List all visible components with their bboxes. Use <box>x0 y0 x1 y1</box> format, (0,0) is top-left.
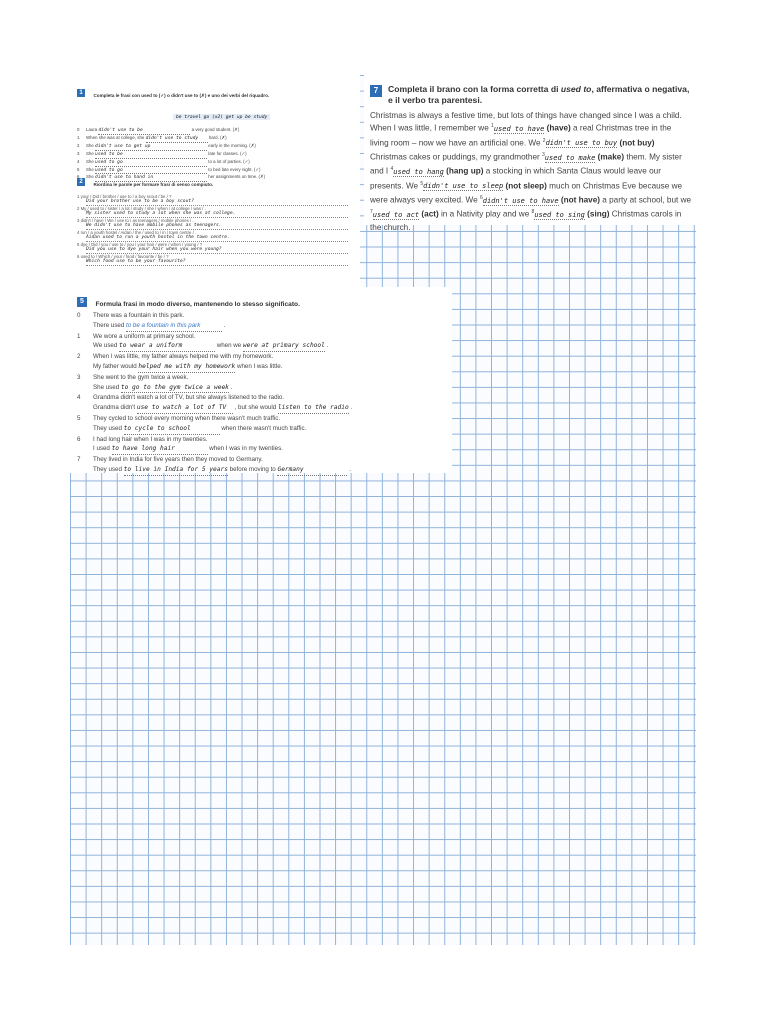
original-sentence <box>77 311 452 321</box>
handwritten-answer: didn't use to have <box>482 196 559 205</box>
item-number: 3 <box>77 373 81 381</box>
item-prompt: used to / Which / your / food / favourite / be / ? <box>80 254 169 259</box>
example-answer: to be a fountain in this park <box>126 321 222 332</box>
paragraph-text: a stocking in which Santa Claus would leave our presents. We <box>370 167 661 191</box>
exercise-number-badge: 2 <box>77 178 85 186</box>
paragraph-text: Christmas cakes or puddings, my grandmother <box>370 152 543 162</box>
exercise-1 <box>77 84 357 182</box>
exercise-title: Formula frasi in modo diverso, mantenendo lo stesso significato. <box>95 301 300 308</box>
exercise-title <box>370 84 692 107</box>
handwritten-answer: to live in India for 5 years <box>124 465 228 476</box>
handwritten-answer: used to go <box>95 168 207 175</box>
exercise-row <box>77 151 357 159</box>
exercise-row <box>77 159 357 167</box>
handwritten-answer: didn't use to sleep <box>423 182 504 191</box>
handwritten-answer: were at primary school <box>243 341 325 352</box>
rewrite-end: . <box>348 404 353 412</box>
gap-number: 5 <box>420 180 424 187</box>
handwritten-answer: Did you use to dye your hair when you were young? <box>86 247 348 254</box>
original-sentence <box>77 414 452 424</box>
original-sentence <box>77 332 452 342</box>
exercise-2-rows <box>77 194 357 266</box>
rewrite-start: I used <box>93 445 112 453</box>
item-number: 5 <box>77 166 80 172</box>
exercise-title: Riordina le parole per formare frasi di senso compiuto. <box>93 182 214 187</box>
item-suffix: to a lot of parties. (✓) <box>207 158 250 164</box>
handwritten-answer: Which food use to be your favourite? <box>86 259 348 266</box>
rewrite-line <box>77 321 452 332</box>
gap-number: 3 <box>542 152 545 159</box>
item-suffix: a very good student. (✗) <box>190 127 240 132</box>
rewrite-end: . <box>228 383 233 391</box>
rewrite-line <box>77 424 452 435</box>
verb-prompt: (have) <box>544 124 571 134</box>
gap-number: 8 <box>531 209 535 216</box>
item-prompt: She <box>86 166 96 172</box>
item-suffix: her assignments on time. (✗) <box>207 174 266 180</box>
rewrite-line <box>77 383 452 394</box>
rewrite-start: We used <box>93 342 120 350</box>
handwritten-answer: to go to the gym twice a week <box>121 383 229 394</box>
item-number: 1 <box>77 332 81 340</box>
item-prompt: She <box>86 150 96 156</box>
word-box-words: be travel go (x2) get up be study <box>176 115 268 120</box>
verb-prompt: (not sleep) <box>503 181 547 191</box>
item-prompt: They lived in India for five years then they moved to Germany. <box>93 456 263 464</box>
handwritten-answer: used to sing <box>534 211 585 220</box>
rewrite-end: when I was in my twenties. <box>207 445 283 453</box>
rewrite-middle: , but she would <box>232 404 278 412</box>
paragraph-text: them. My sister and I <box>370 152 682 177</box>
rewrite-start: My father would <box>93 362 139 370</box>
rewrite-end: . <box>347 465 351 473</box>
word-box <box>173 114 270 120</box>
item-suffix: late for classes. (✓) <box>207 150 247 156</box>
item-prompt: She went to the gym twice a week. <box>93 373 189 381</box>
cloze-paragraph <box>370 110 692 233</box>
item-number: 6 <box>77 254 81 259</box>
item-number: 3 <box>77 218 81 223</box>
rewrite-line <box>77 341 452 352</box>
rewrite-start: There used <box>93 321 127 329</box>
exercise-number-badge: 5 <box>77 297 87 307</box>
rewrite-line <box>77 403 452 414</box>
handwritten-answer: didn't use to hand in <box>95 175 207 182</box>
item-prompt: didn't / have / We / use to / as teenagers / mobile phones / . <box>80 218 194 223</box>
handwritten-answer: used to go <box>95 160 207 167</box>
item-number: 6 <box>77 435 81 443</box>
exercise-row <box>77 127 357 135</box>
item-number: 5 <box>77 414 81 422</box>
original-sentence <box>77 352 452 362</box>
item-prompt: She <box>86 142 96 148</box>
item-number: 4 <box>77 230 81 235</box>
verb-prompt: (hang up) <box>443 167 484 177</box>
rewrite-line <box>77 362 452 373</box>
exercise-row <box>77 135 357 143</box>
rewrite-line <box>77 444 452 455</box>
rewrite-start: She used <box>93 383 121 391</box>
handwritten-answer: helped me with my homework <box>138 362 235 373</box>
item-prompt: your / Did / brother / use to / a boy scout / be / ? <box>80 194 172 199</box>
rewrite-middle: before moving to <box>227 465 278 473</box>
exercise-5 <box>77 293 452 476</box>
item-prompt: They cycled to school every morning when there wasn't much traffic. <box>93 414 281 422</box>
item-prompt: There was a fountain in this park. <box>93 312 185 319</box>
item-number: 5 <box>77 242 81 247</box>
item-suffix: hard. (✗) <box>207 134 227 140</box>
handwritten-answer: didn't use to study <box>146 136 208 143</box>
handwritten-answer: to wear a uniform <box>119 341 215 352</box>
item-number: 2 <box>77 353 81 361</box>
handwritten-answer: Aidan used to run a youth hostel in the town centre. <box>86 235 348 242</box>
exercise-title: Completa le frasi con used to (✓) o didn't use to (✗) e uno dei verbi del riquadro. <box>93 93 270 98</box>
paragraph-text: a party at school, but we <box>600 195 692 205</box>
handwritten-answer: to cycle to school <box>124 424 220 435</box>
title-part: Completa il brano con la forma corretta di <box>388 84 561 94</box>
original-sentence <box>77 435 452 445</box>
handwritten-answer: didn't use to get up <box>95 144 207 151</box>
item-number: 2 <box>77 206 81 211</box>
handwritten-answer: used to be <box>95 152 207 159</box>
item-prompt: She <box>86 174 96 180</box>
paragraph-text: Christmas is always a festive time, but lots of things have changed since I was a child. When I was little, I remember we <box>370 110 682 134</box>
gap-number: 6 <box>479 195 483 202</box>
exercise-row <box>77 143 357 151</box>
paragraph-text: in a Nativity play and we <box>438 210 532 220</box>
item-suffix: early in the morning. (✗) <box>207 142 256 148</box>
item-number: 1 <box>77 134 80 140</box>
exercise-number-badge: 1 <box>77 89 85 97</box>
rewrite-end: . <box>324 342 329 350</box>
handwritten-answer: Did your brother use to be a boy scout? <box>86 199 348 206</box>
verb-prompt: (not buy) <box>617 138 655 148</box>
rewrite-middle: when we <box>215 342 243 350</box>
gap-number: 1 <box>491 123 494 130</box>
item-number: 1 <box>77 194 81 199</box>
handwritten-answer: used to act <box>372 211 420 220</box>
handwritten-answer: We didn't use to have mobile phones as teenagers. <box>86 223 348 230</box>
handwritten-answer: didn't use to buy <box>545 139 618 148</box>
item-number: 4 <box>77 158 80 164</box>
paragraph-text: a real Christmas tree in the living room – now we have an artificial one. We <box>370 124 672 148</box>
paragraph-text: Christmas carols in the church. <box>370 210 682 232</box>
handwritten-answer: listen to the radio <box>278 403 349 414</box>
item-number: 0 <box>77 127 80 132</box>
rewrite-line <box>77 465 452 476</box>
verb-prompt: (sing) <box>584 210 610 220</box>
item-number: 7 <box>77 456 81 464</box>
handwritten-answer: used to hang <box>393 168 444 177</box>
gap-number: 4 <box>390 166 394 173</box>
rewrite-end: when I was little. <box>235 362 283 370</box>
exercise-2 <box>77 173 357 266</box>
item-prompt: When I was little, my father always helped me with my homework. <box>93 353 274 361</box>
gap-number: 2 <box>542 137 546 144</box>
item-number: 2 <box>77 142 80 148</box>
title-emphasis: used to <box>560 84 592 94</box>
handwritten-answer: Germany <box>277 465 347 476</box>
item-prompt: I had long hair when I was in my twenties. <box>93 435 208 443</box>
handwritten-answer: use to watch a lot of TV <box>137 403 233 414</box>
original-sentence <box>77 393 452 403</box>
item-prompt: We wore a uniform at primary school. <box>93 332 196 340</box>
handwritten-answer: My sister used to study a lot when she was at college. <box>86 211 348 218</box>
item-prompt: When she was at college, she <box>86 134 146 140</box>
exercise-number-badge: 7 <box>370 85 382 97</box>
verb-prompt: (not have) <box>558 195 601 205</box>
item-prompt: dye / Did / you / use to / you / your hair / were / when / young / ? <box>80 242 203 247</box>
rewrite-start: Grandma didn't <box>93 404 137 412</box>
verb-prompt: (make) <box>595 152 625 162</box>
item-prompt: My / used to / sister / a lot / study / she / when / at college / was / . <box>80 206 206 211</box>
verb-prompt: (act) <box>419 210 439 220</box>
exercise-7 <box>370 84 692 233</box>
exercise-5-rows <box>77 311 452 476</box>
item-prompt: run / a youth hostel / Aidan / the / used to / in / town centre / . <box>80 230 197 235</box>
rewrite-end: . <box>222 321 226 329</box>
rewrite-start: They used <box>93 424 124 432</box>
item-number: 4 <box>77 394 81 402</box>
handwritten-answer: used to make <box>544 153 596 162</box>
rewrite-start: They used <box>93 465 124 473</box>
item-suffix: to bed late every night. (✓) <box>207 166 261 172</box>
original-sentence <box>77 455 452 465</box>
item-prompt: She <box>86 158 96 164</box>
handwritten-answer: to have long hair <box>112 444 208 455</box>
original-sentence <box>77 373 452 383</box>
item-number: 3 <box>77 150 80 156</box>
handwritten-answer: didn't use to be <box>98 128 190 135</box>
paragraph-text: much on Christmas Eve because we were always very excited. We <box>370 181 683 205</box>
rewrite-end: when there wasn't much traffic. <box>219 424 307 432</box>
title-part: , affermativa o negativa, e il verbo tra parentesi. <box>388 84 690 106</box>
item-number: 0 <box>77 312 81 319</box>
item-prompt: Grandma didn't watch a lot of TV, but she always listened to the radio. <box>93 394 285 402</box>
item-prompt: Laura <box>86 127 99 132</box>
handwritten-answer: used to have <box>493 125 545 134</box>
gap-number: 7 <box>370 209 373 216</box>
